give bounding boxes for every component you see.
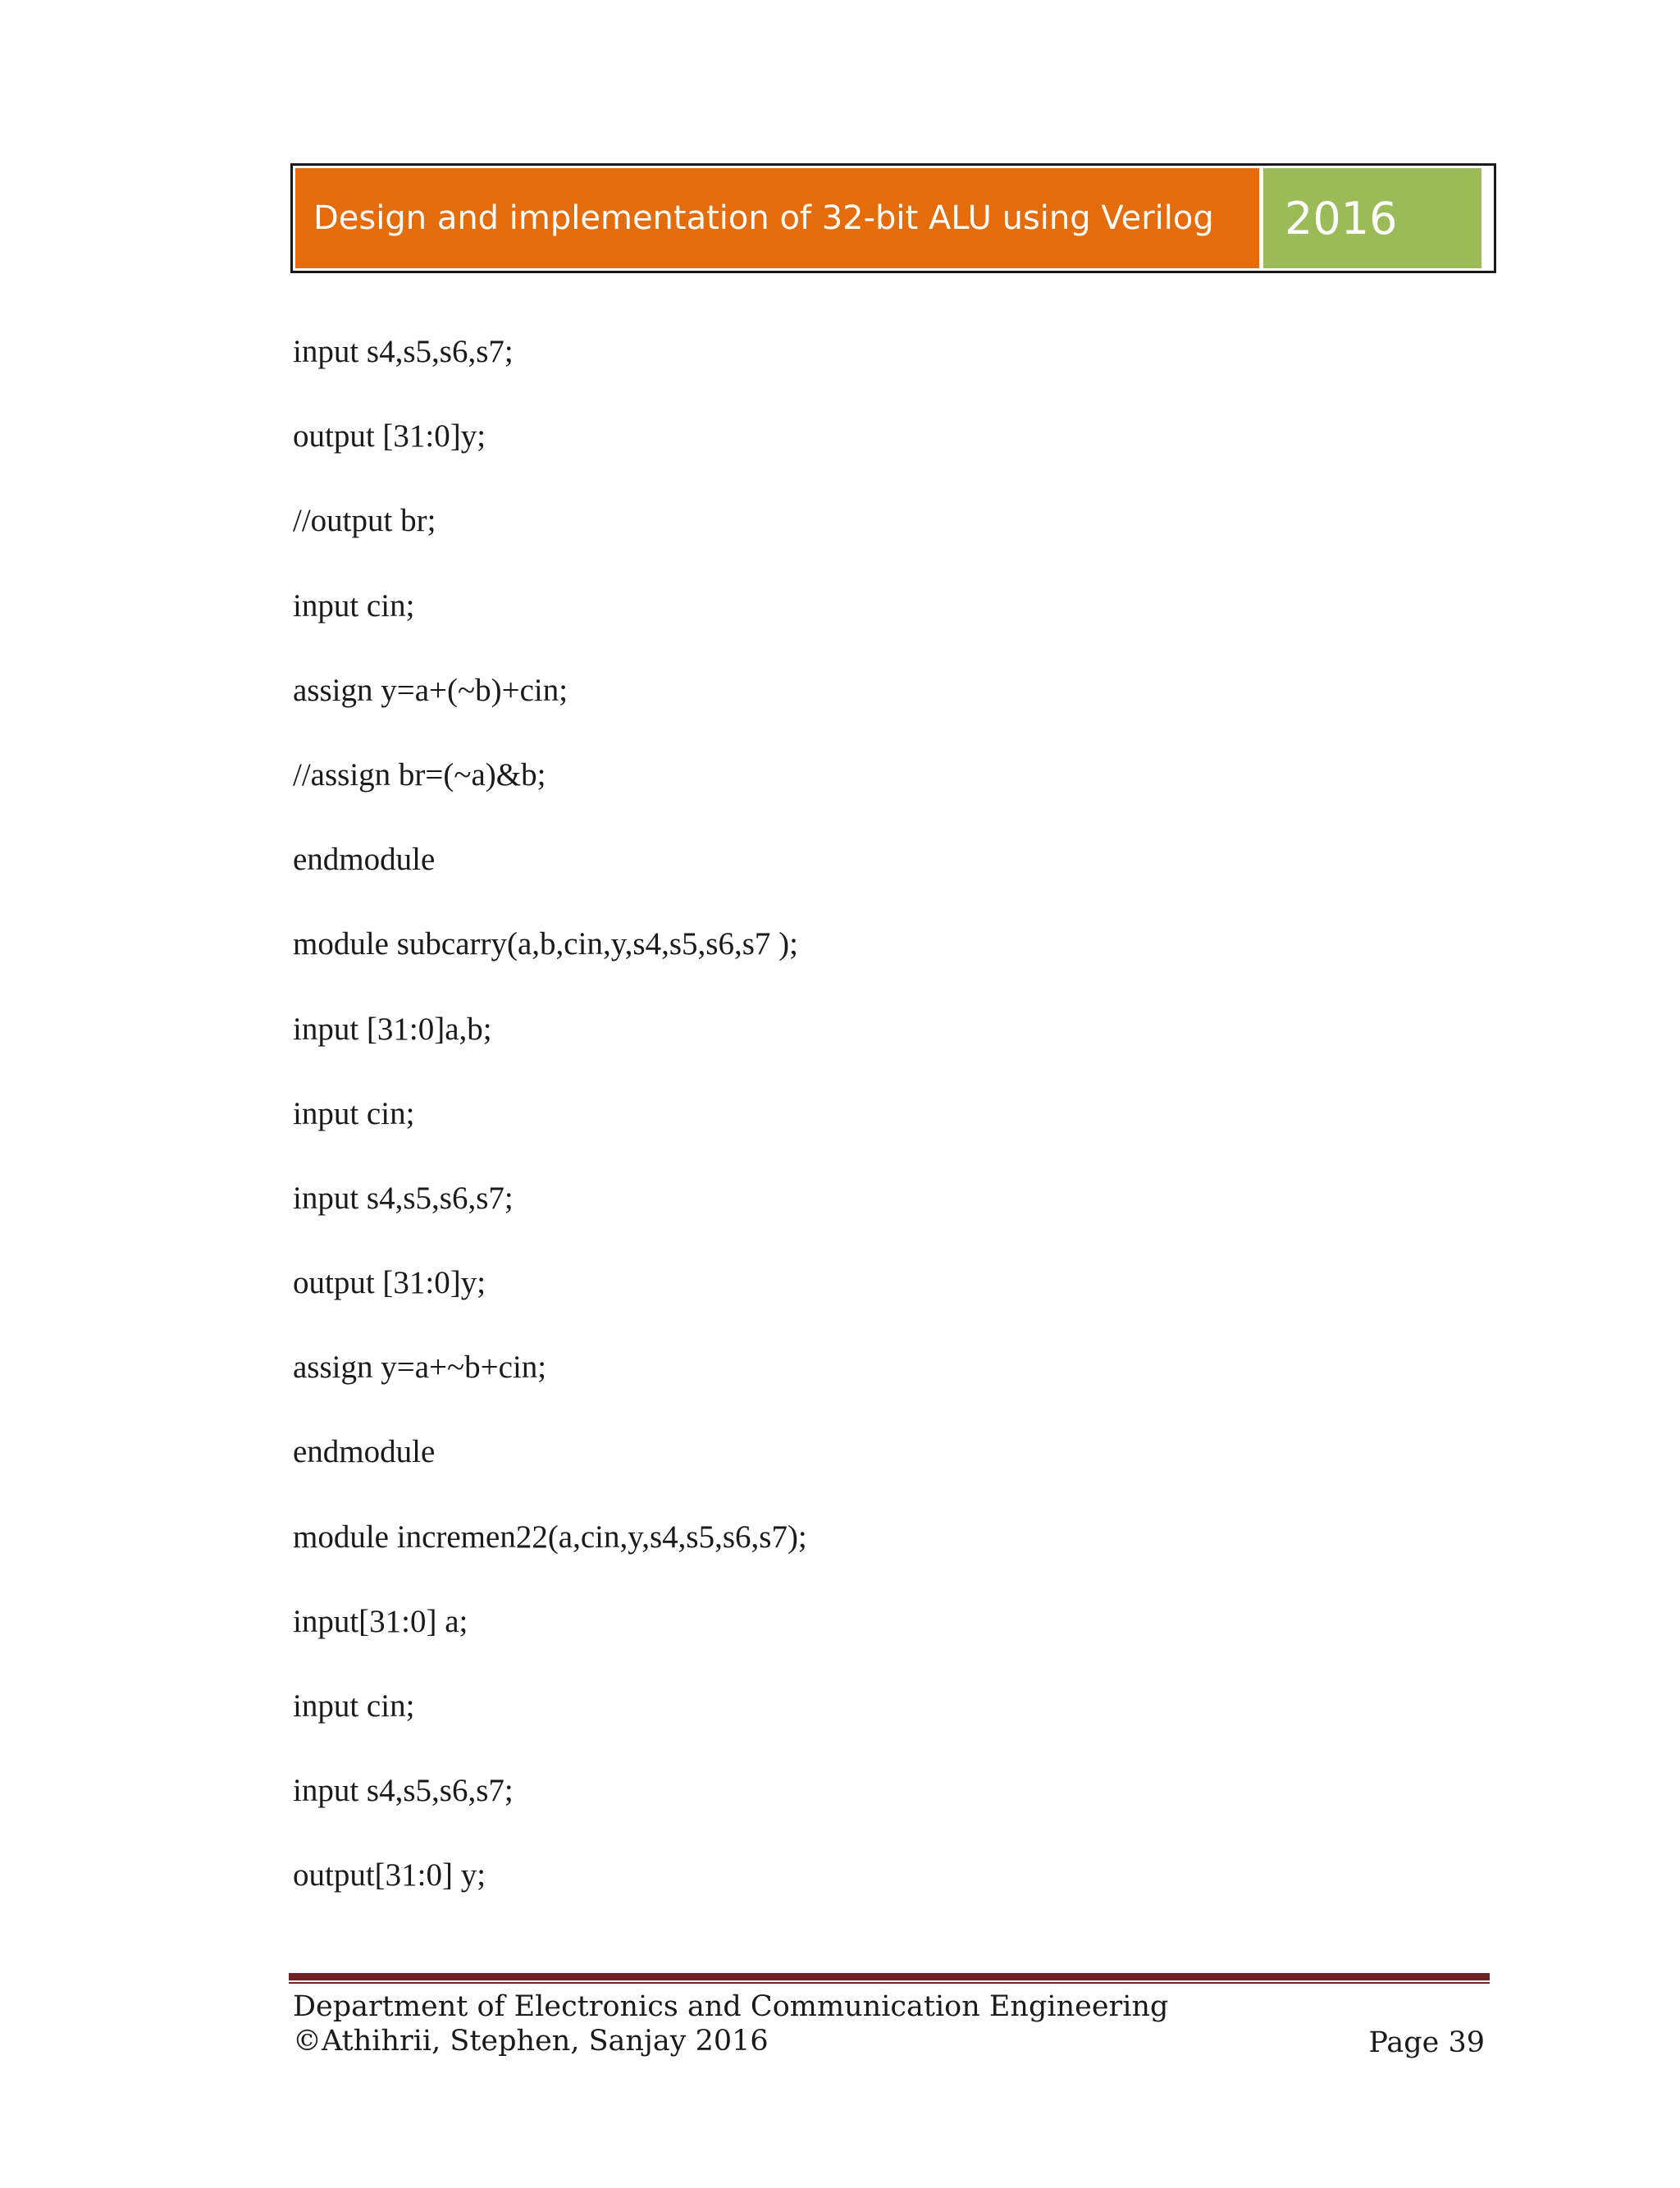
header-title-cell xyxy=(295,168,1259,268)
page-header xyxy=(290,163,1496,273)
code-line: output[31:0] y; xyxy=(293,1857,486,1893)
code-line: input s4,s5,s6,s7; xyxy=(293,1773,514,1809)
code-line: output [31:0]y; xyxy=(293,1265,486,1301)
footer-divider-thin xyxy=(289,1982,1490,1984)
code-line: input [31:0]a,b; xyxy=(293,1011,492,1047)
document-title: Design and implementation of 32-bit ALU using Verilog xyxy=(313,199,1214,237)
footer-copyright: ©Athihrii, Stephen, Sanjay 2016 xyxy=(293,2025,769,2058)
code-line: input cin; xyxy=(293,587,415,624)
code-line: input cin; xyxy=(293,1688,415,1724)
code-line: module subcarry(a,b,cin,y,s4,s5,s6,s7 ); xyxy=(293,926,798,962)
code-line: input s4,s5,s6,s7; xyxy=(293,1180,514,1216)
code-line: endmodule xyxy=(293,1434,436,1470)
code-line: output [31:0]y; xyxy=(293,418,486,455)
footer-divider-thick xyxy=(289,1973,1490,1980)
code-line: input s4,s5,s6,s7; xyxy=(293,334,514,369)
code-line: input[31:0] a; xyxy=(293,1603,468,1639)
code-line: assign y=a+~b+cin; xyxy=(293,1350,547,1386)
header-year-cell xyxy=(1263,168,1481,268)
code-line: //assign br=(~a)&b; xyxy=(293,756,546,793)
footer-page-number: Page 39 xyxy=(1368,2026,1485,2059)
code-line: module incremen22(a,cin,y,s4,s5,s6,s7); xyxy=(293,1519,807,1555)
code-listing xyxy=(293,328,1491,1937)
code-line: //output br; xyxy=(293,503,436,539)
code-line: assign y=a+(~b)+cin; xyxy=(293,672,568,708)
document-year: 2016 xyxy=(1285,192,1398,244)
code-line: input cin; xyxy=(293,1095,415,1131)
footer-department: Department of Electronics and Communication Engineering xyxy=(293,1990,1169,2023)
code-line: endmodule xyxy=(293,842,436,878)
